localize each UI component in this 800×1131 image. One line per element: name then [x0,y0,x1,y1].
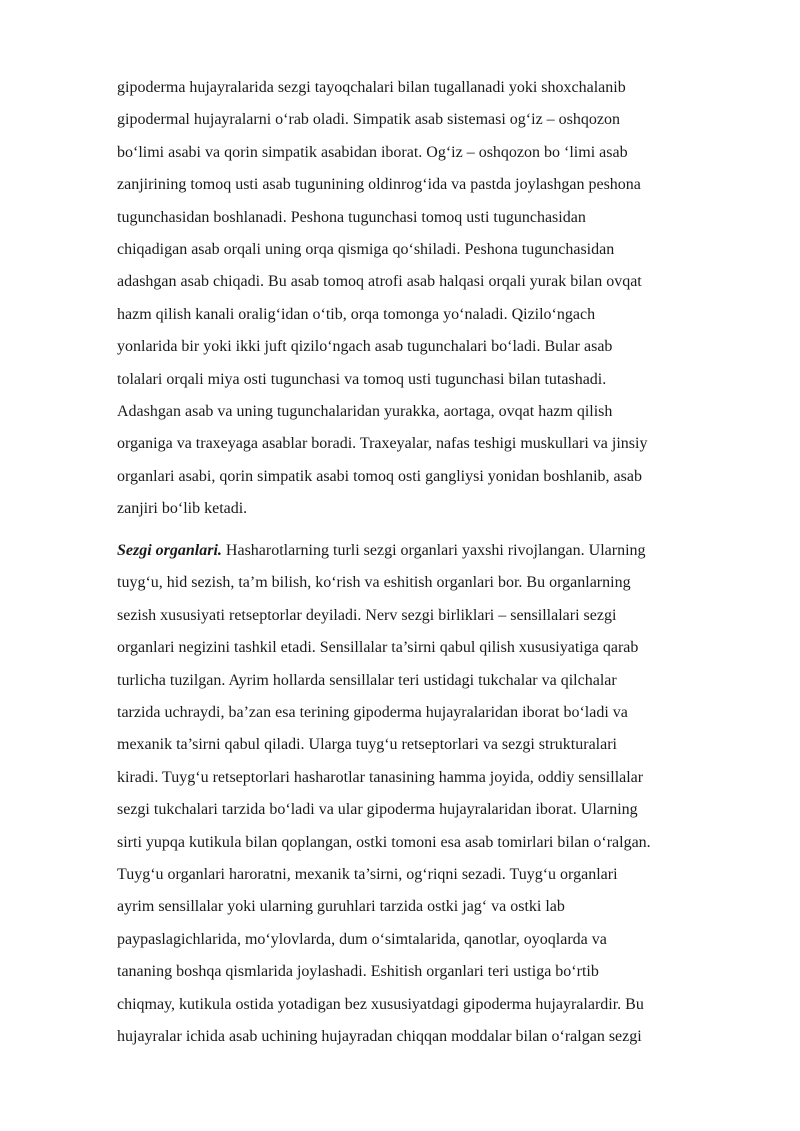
text-line: kiradi. Tuyg‘u retseptorlari hasharotlar tanasining hamma joyida, oddiy sensillalar [117,768,644,786]
text-line: hujayralar ichida asab uchining hujayradan chiqqan moddalar bilan o‘ralgan sezgi [117,1028,642,1046]
text-line: tuyg‘u, hid sezish, ta’m bilish, ko‘rish va eshitish organlari bor. Bu organlarning [117,574,631,592]
text-line: Adashgan asab va uning tugunchalaridan yurakka, aortaga, ovqat hazm qilish [117,403,613,421]
text-line: yonlarida bir yoki ikki juft qizilo‘ngach asab tugunchalari bo‘ladi. Bular asab [117,338,613,356]
paragraph-sense-organs [117,535,742,1054]
text-line: zanjirining tomoq usti asab tugunining oldinrog‘ida va pastda joylashgan peshona [117,176,641,194]
text-line: organlari negizini tashkil etadi. Sensillalar ta’sirni qabul qilish xususiyatiga qarab [117,639,639,657]
text-line: ayrim sensillalar yoki ularning guruhlari tarzida ostki jag‘ va ostki lab [117,898,565,916]
text-line: sezish xususiyati retseptorlar deyiladi. Nerv sezgi birliklari – sensillalari sezgi [117,606,617,624]
text-line [117,535,742,567]
text-line: organlari asabi, qorin simpatik asabi tomoq osti gangliysi yonidan boshlanib, asab [117,467,642,485]
text-line: hazm qilish kanali oralig‘idan o‘tib, orqa tomonga yo‘naladi. Qizilo‘ngach [117,305,596,323]
text-line: sezgi tukchalari tarzida bo‘ladi va ular gipoderma hujayralaridan iborat. Ularning [117,801,638,819]
text-line: mexanik ta’sirni qabul qiladi. Ularga tuyg‘u retseptorlari va sezgi strukturalari [117,736,617,754]
text-line: gipoderma hujayralarida sezgi tayoqchalari bilan tugallanadi yoki shoxchalanib [117,79,626,96]
text-line: chiqmay, kutikula ostida yotadigan bez xususiyatdagi gipoderma hujayralardir. Bu [117,995,644,1013]
text-line: organiga va traxeyaga asablar boradi. Traxeyalar, nafas teshigi muskullari va jinsiy [117,435,648,453]
text-line: tananing boshqa qismlarida joylashadi. Eshitish organlari teri ustiga bo‘rtib [117,963,599,981]
text-line: tolalari orqali miya osti tugunchasi va tomoq usti tugunchasi bilan tutashadi. [117,370,607,388]
text-line: adashgan asab chiqadi. Bu asab tomoq atrofi asab halqasi orqali yurak bilan ovqat [117,273,642,291]
text-line: gipodermal hujayralarni o‘rab oladi. Simpatik asab sistemasi og‘iz – oshqozon [117,111,620,129]
section-heading: Sezgi organlari. [117,542,222,559]
text-line: paypaslagichlarida, mo‘ylovlarda, dum o‘simtalarida, qanotlar, oyoqlarda va [117,930,607,948]
paragraph-nervous-system [117,72,742,526]
text-line: sirti yupqa kutikula bilan qoplangan, ostki tomoni esa asab tomirlari bilan o‘ralgan. [117,833,651,851]
heading-line-rest: Hasharotlarning turli sezgi organlari yaxshi rivojlangan. Ularning [221,542,646,559]
text-line: Tuyg‘u organlari haroratni, mexanik ta’sirni, og‘riqni sezadi. Tuyg‘u organlari [117,866,618,884]
text-line: turlicha tuzilgan. Ayrim hollarda sensillalar teri ustidagi tukchalar va qilchalar [117,671,617,689]
text-line: zanjiri bo‘lib ketadi. [117,500,248,518]
text-line: tarzida uchraydi, ba’zan esa terining gipoderma hujayralaridan iborat bo‘ladi va [117,704,628,722]
text-line: bo‘limi asabi va qorin simpatik asabidan iborat. Og‘iz – oshqozon bo ‘limi asab [117,143,628,161]
text-line: chiqadigan asab orqali uning orqa qismiga qo‘shiladi. Peshona tugunchasidan [117,241,615,259]
text-line: tugunchasidan boshlanadi. Peshona tugunchasi tomoq usti tugunchasidan [117,208,586,226]
